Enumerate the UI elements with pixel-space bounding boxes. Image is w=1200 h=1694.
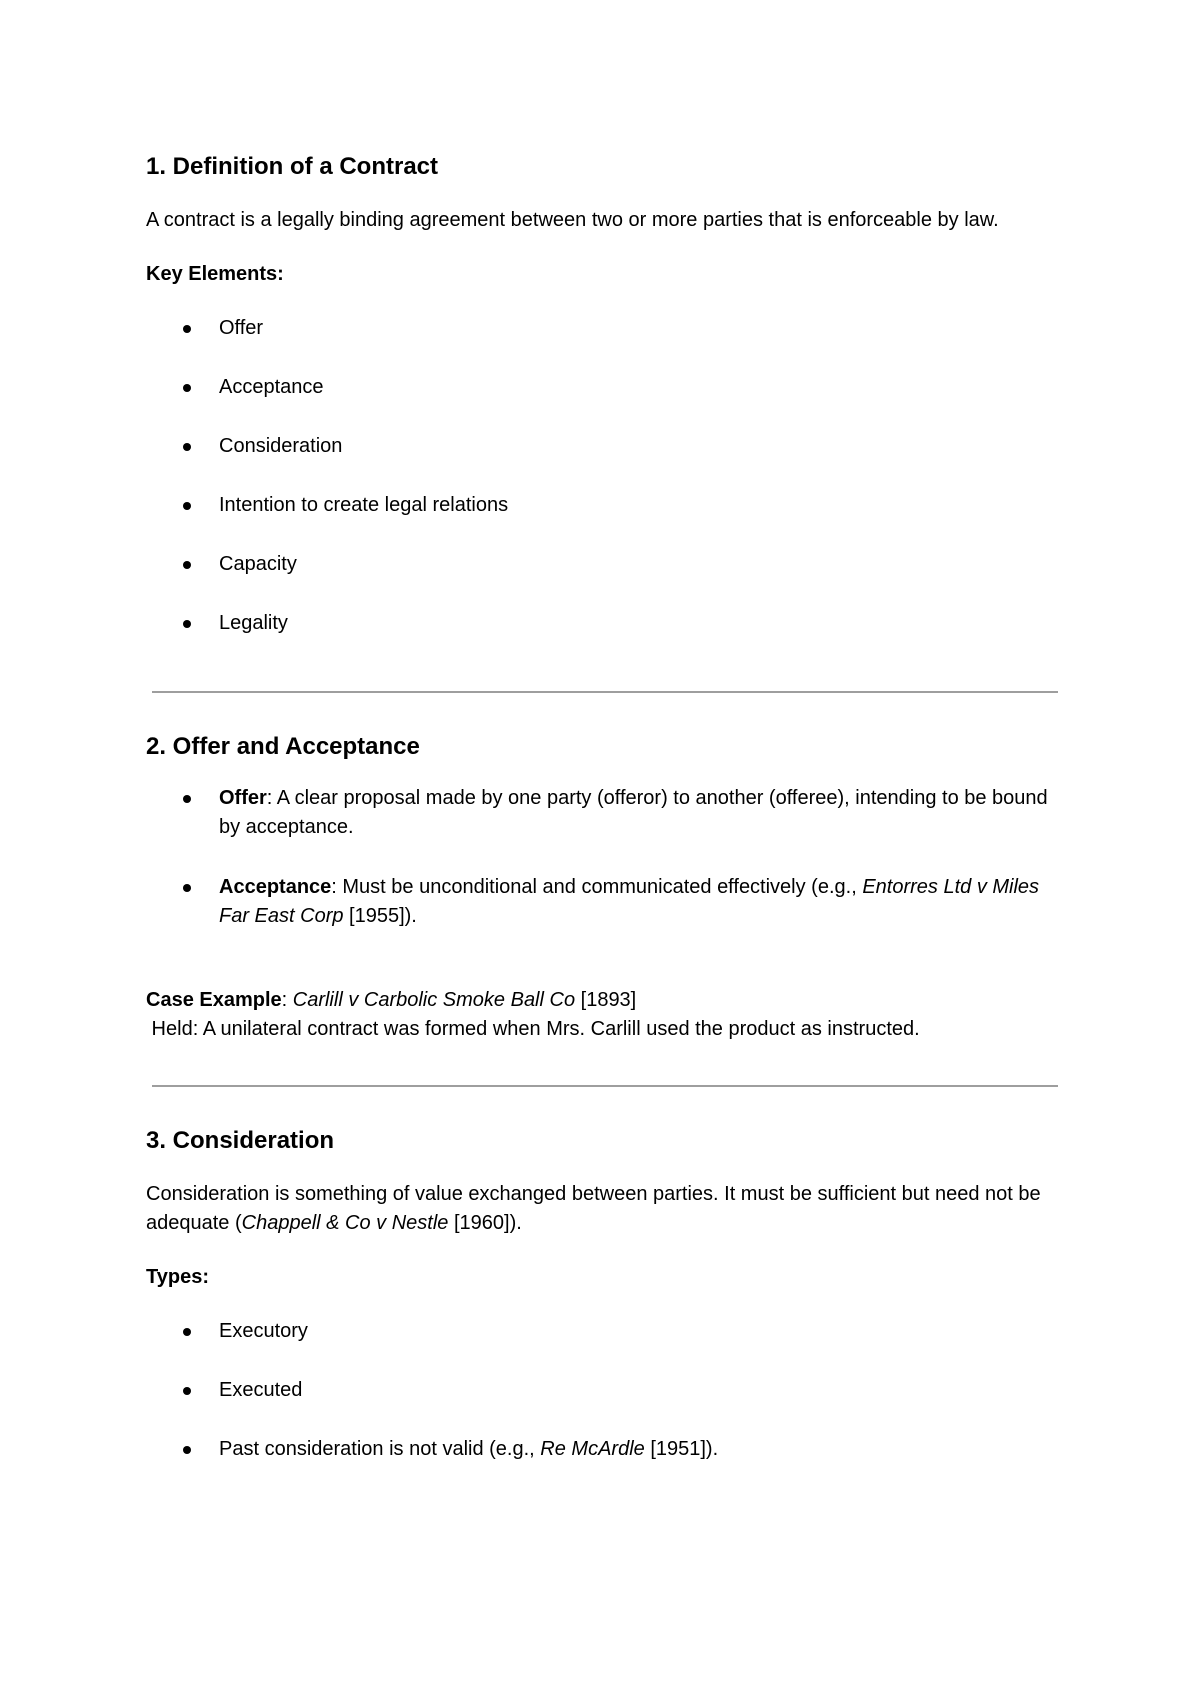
case-held: Held: A unilateral contract was formed when Mrs. Carlill used the product as instructed. — [146, 1018, 920, 1040]
types-list — [146, 1317, 1061, 1464]
list-item: Legality — [146, 609, 1061, 638]
list-item: Offer — [146, 314, 1061, 343]
bullet-icon — [183, 1446, 191, 1454]
key-elements-label: Key Elements: — [146, 263, 284, 285]
list-item: Intention to create legal relations — [146, 491, 1061, 520]
offer-acceptance-list — [146, 784, 1061, 931]
bullet-icon — [183, 384, 191, 392]
bullet-icon — [183, 620, 191, 628]
bullet-icon — [183, 325, 191, 333]
key-elements-list — [146, 314, 1061, 638]
bullet-icon — [183, 884, 191, 892]
case-example: Case Example: Carlill v Carbolic Smoke Ball Co [1893] — [146, 989, 637, 1011]
section-3-heading: 3. Consideration — [146, 1127, 335, 1154]
section-divider — [152, 691, 1058, 693]
list-item: Past consideration is not valid (e.g., Re McArdle [1951]). — [146, 1435, 1061, 1464]
bullet-icon — [183, 443, 191, 451]
bullet-icon — [183, 1387, 191, 1395]
list-item: Executory — [146, 1317, 1061, 1346]
bullet-icon — [183, 502, 191, 510]
section-divider — [152, 1085, 1058, 1087]
types-label: Types: — [146, 1266, 209, 1288]
document-content — [146, 150, 1061, 1464]
section-3-intro: Consideration is something of value exchanged between parties. It must be sufficient but need not be adequate (Chappell & Co v Nestle [1960]). — [146, 1183, 1041, 1234]
bullet-icon — [183, 1328, 191, 1336]
list-item: Offer: A clear proposal made by one party (offeror) to another (offeree), intending to be bound by acceptance. — [146, 784, 1061, 842]
bullet-icon — [183, 795, 191, 803]
list-item: Executed — [146, 1376, 1061, 1405]
list-item: Capacity — [146, 550, 1061, 579]
section-1-heading: 1. Definition of a Contract — [146, 153, 439, 180]
list-item: Consideration — [146, 432, 1061, 461]
bullet-icon — [183, 561, 191, 569]
section-2-heading: 2. Offer and Acceptance — [146, 733, 420, 760]
list-item: Acceptance — [146, 373, 1061, 402]
section-1-intro: A contract is a legally binding agreement between two or more parties that is enforceable by law. — [146, 209, 999, 231]
list-item: Acceptance: Must be unconditional and communicated effectively (e.g., Entorres Ltd v Miles Far East Corp [1955]). — [146, 873, 1061, 931]
